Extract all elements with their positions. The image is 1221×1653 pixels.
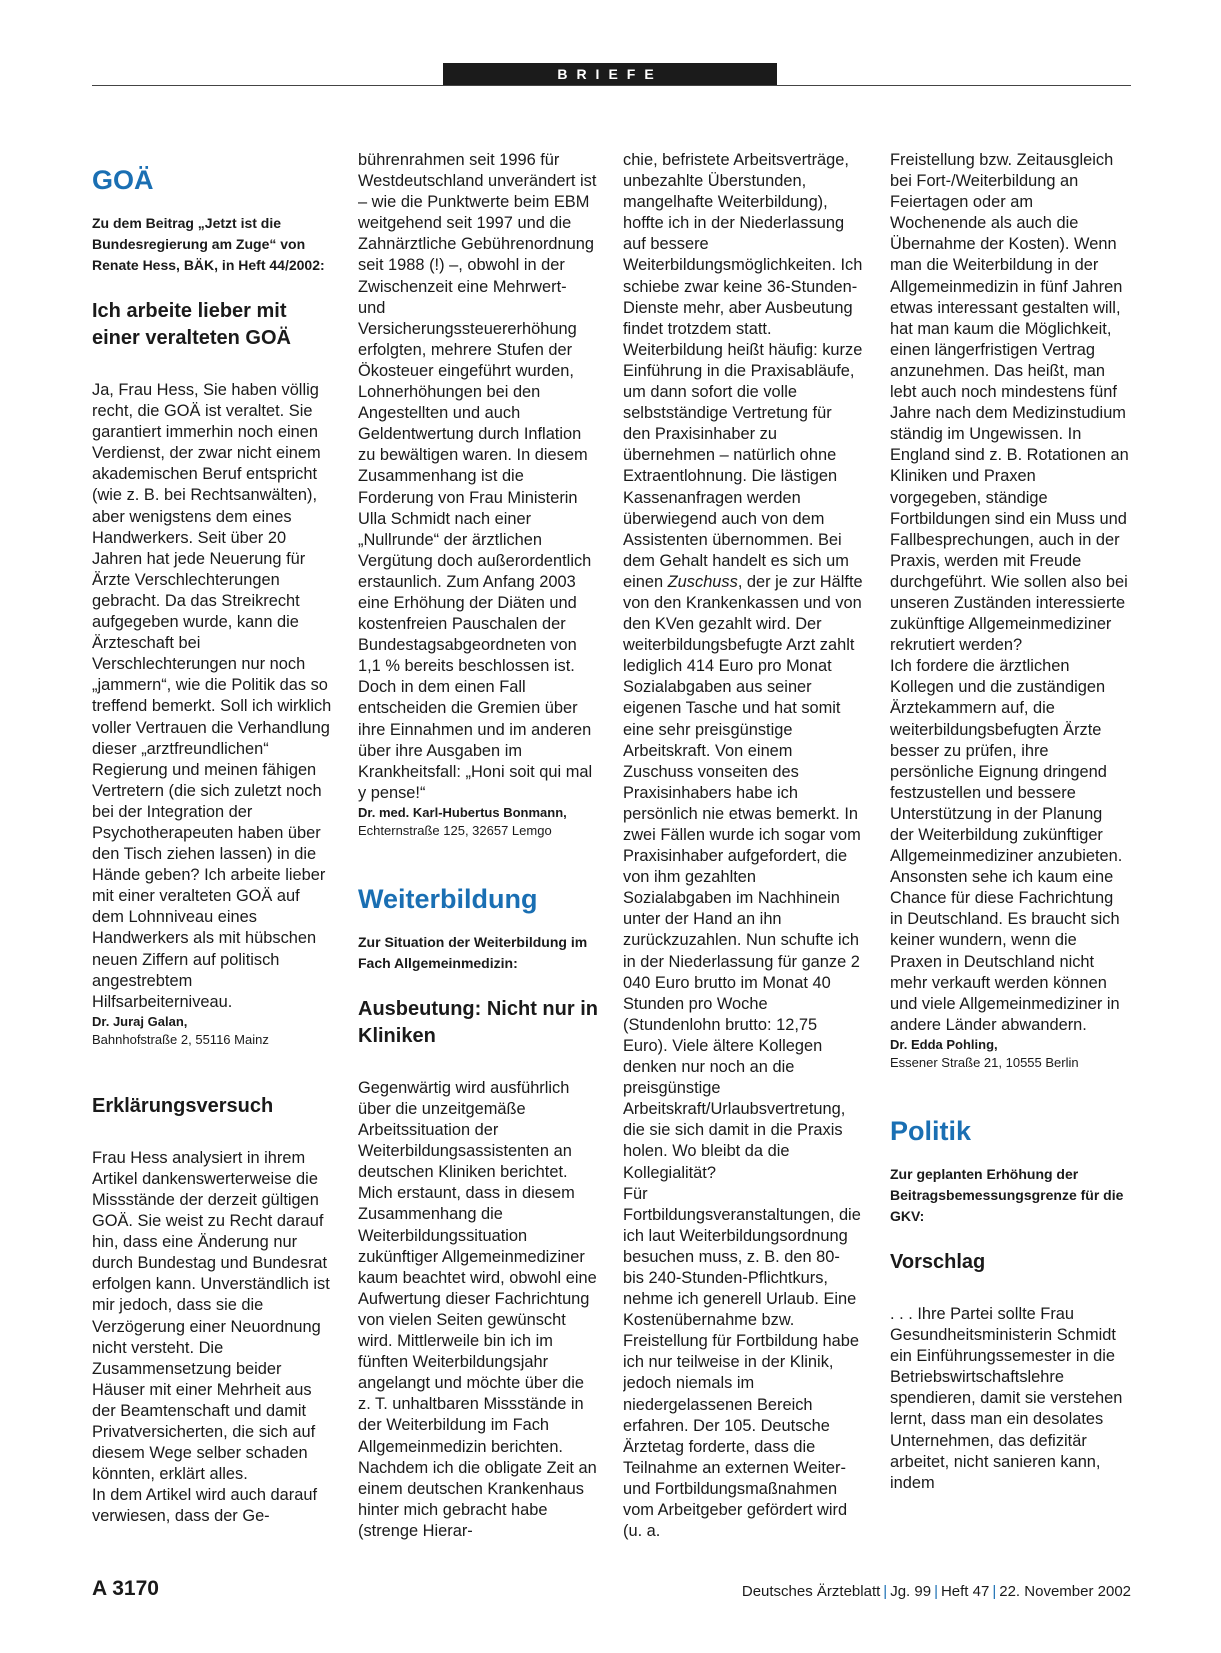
page-number: A 3170 — [92, 1577, 159, 1600]
journal-name: Deutsches Ärzteblatt — [741, 1583, 881, 1600]
section-title-politik: Politik — [890, 1115, 972, 1146]
letter-paragraph: . . . Ihre Partei sollte Frau Gesundheitsministerin Schmidt ein Einführungssemester in die Betriebswirtschaftslehre spendieren, damit sie verstehen lernt, dass man ein desolates Unternehmen, das defizitär arbeitet, nicht sanieren kann, indem — [890, 1304, 1123, 1492]
letter-body — [890, 150, 1130, 1036]
letter-body — [92, 380, 332, 1013]
letter-body — [358, 150, 598, 804]
letter-headline: Erklärungsversuch — [92, 1094, 274, 1117]
letter-author: Dr. Juraj Galan, — [92, 1013, 188, 1029]
letter-intro: Zu dem Beitrag „Jetzt ist die Bundesregierung am Zuge“ von Renate Hess, BÄK, in Heft 44/2002: — [92, 215, 325, 273]
separator: | — [883, 1583, 888, 1600]
letter-address: Bahnhofstraße 2, 55116 Mainz — [92, 1031, 269, 1047]
column-4 — [890, 150, 1130, 1560]
journal-info — [742, 1583, 1131, 1600]
text-run: , der je zur Hälfte von den Krankenkassen und von den KVen gezahlt wird. Der weiterbildungsbefugte Arzt zahlt lediglich 414 Euro pro Monat Sozialabgaben aus seiner eigenen Tasche und hat somit eine sehr preisgünstige Arbeitskraft. Von einem Zuschuss vonseiten des Praxisinhabers habe ich persönlich nie etwas bemerkt. In zwei Fällen wurde ich sogar vom Praxisinhaber aufgefordert, die von ihm gezahlten Sozialabgaben im Nachhinein unter der Hand an ihn zurückzuzahlen. Nun schufte ich in der Niederlassung für ganze 2 040 Euro brutto im Monat 40 Stunden pro Woche (Stundenlohn brutto: 12,75 Euro). Viele ältere Kollegen denken nur noch an die preisgünstige Arbeitskraft/Urlaubsvertretung, die sie sich damit in die Praxis holen. Wo bleibt da die Kollegialität? — [623, 572, 863, 1182]
letter-headline: Ausbeutung: Nicht nur in Kliniken — [358, 997, 598, 1047]
letter-paragraph: bührenrahmen seit 1996 für Westdeutschland unverändert ist – wie die Punktwerte beim EBM weitgehend seit 1997 und die Zahnärztliche Gebührenordnung seit 1988 (!) –, obwohl in der Zwischenzeit eine Mehrwert- und Versicherungssteuererhöhung erfolgten, mehrere Stufen der Ökosteuer eingeführt wurden, Lohnerhöhungen bei den Angestellten und auch Geldentwertung durch Inflation zu bewältigen waren. In diesem Zusammenhang ist die Forderung von Frau Ministerin Ulla Schmidt nach einer „Nullrunde“ der ärztlichen Vergütung doch außerordentlich erstaunlich. Zum Anfang 2003 eine Erhöhung der Diäten und kostenfreien Pauschalen der Bundestagsabgeordneten von 1,1 % bereits beschlossen ist. Doch in dem einen Fall entscheiden die Gremien über ihre Einnahmen und im anderen über ihre Ausgaben im Krankheitsfall: „Honi soit qui mal y pense!“ — [358, 151, 597, 802]
column-3 — [623, 150, 863, 1560]
letter-body — [623, 150, 863, 1542]
letter-paragraph: Frau Hess analysiert in ihrem Artikel dankenswerterweise die Missstände der derzeit gültigen GOÄ. Sie weist zu Recht darauf hin, dass eine Änderung nur durch Bundestag und Bundesrat erfolgen kann. Unverständlich ist mir jedoch, dass sie die Verzögerung einer Neuordnung nicht versteht. Die Zusammensetzung beider Häuser mit einer Mehrheit aus der Beamtenschaft und damit Privatversicherten, die sich auf diesem Wege selber schaden könnten, erklärt alles. — [92, 1148, 330, 1484]
letter-intro: Zur geplanten Erhöhung der Beitragsbemessungsgrenze für die GKV: — [890, 1165, 1124, 1224]
letter-paragraph: Ja, Frau Hess, Sie haben völlig recht, die GOÄ ist veraltet. Sie garantiert immerhin noch einen Verdienst, der zwar nicht einem akademischen Beruf entspricht (wie z. B. bei Rechtsanwälten), aber wenigstens dem eines Handwerkers. Seit über 20 Jahren hat jede Neuerung für Ärzte Verschlechterungen gebracht. Da das Streikrecht aufgegeben wurde, kann die Ärzteschaft bei Verschlechterungen nur noch „jammern“, wie die Politik das so treffend bemerkt. Soll ich wirklich voller Vertrauen die Verhandlung dieser „arztfreundlichen“ Regierung und meinen fähigen Vertretern (die sich zuletzt noch bei der Integration der Psychotherapeuten haben über den Tisch ziehen lassen) in die Hände geben? Ich arbeite lieber mit einer veralteten GOÄ auf dem Lohnniveau eines Handwerkers als mit hübschen neuen Ziffern auf politisch angestrebtem Hilfsarbeiterniveau. — [92, 381, 332, 1011]
column-1 — [92, 150, 332, 1560]
letter-author: Dr. Edda Pohling, — [890, 1036, 998, 1052]
column-2 — [358, 150, 598, 1560]
emphasis-zuschuss: Zuschuss — [667, 572, 738, 591]
header-rule — [92, 85, 1131, 86]
journal-issue: Heft 47 — [940, 1583, 990, 1600]
section-title-goae: GOÄ — [92, 165, 154, 195]
letter-paragraph: Freistellung bzw. Zeitausgleich bei Fort-/Weiterbildung an Feiertagen oder am Wochenende als auch die Übernahme der Kosten). Wenn man die Weiterbildung in der Allgemeinmedizin in fünf Jahren etwas interessant gestalten will, hat man kaum die Möglichkeit, einen längerfristigen Vertrag anzunehmen. Das heißt, man lebt auch noch mindestens fünf Jahre nach dem Medizinstudium ständig im Ungewissen. In England sind z. B. Rotationen an Kliniken und Praxen vorgegeben, ständige Fortbildungen sind ein Muss und Fallbesprechungen, auch in der Praxis, werden mit Freude durchgeführt. Wie sollen also bei unseren Zuständen interessierte zukünftige Allgemeinmediziner rekrutiert werden? — [890, 151, 1129, 655]
section-header: BRIEFE — [443, 63, 777, 85]
section-title-weiterbildung: Weiterbildung — [358, 883, 538, 914]
separator: | — [992, 1583, 997, 1600]
separator: | — [934, 1583, 938, 1600]
letter-body — [92, 1148, 332, 1528]
letter-paragraph: Für Fortbildungsveranstaltungen, die ich laut Weiterbildungsordnung besuchen muss, z. B. den 80- bis 240-Stunden-Pflichtkurs, nehme ich generell Urlaub. Eine Kostenübernahme bzw. Freistellung für Fortbildung habe ich nur teilweise in der Klinik, jedoch niemals im niedergelassenen Bereich erfahren. Der 105. Deutsche Ärztetag forderte, dass die Teilnahme an externen Weiter- und Fortbildungsmaßnahmen vom Arbeitgeber gefördert wird (u. a. — [623, 1184, 861, 1541]
letter-paragraph: Ich fordere die ärztlichen Kollegen und die zuständigen Ärztekammern auf, die weiterbildungsbefugten Ärzte besser zu prüfen, ihre persönliche Eignung dringend festzustellen und bessere Unterstützung in der Planung der Weiterbildung zukünftiger Allgemeinmediziner anzubieten. Ansonsten sehe ich kaum eine Chance für diese Fachrichtung in Deutschland. Es braucht sich keiner wundern, wenn die Praxen in Deutschland nicht mehr verkauft werden können und viele Allgemeinmediziner in andere Länder abwandern. — [890, 657, 1123, 1034]
journal-volume: Jg. 99 — [890, 1583, 932, 1600]
letter-paragraph: In dem Artikel wird auch darauf verwiesen, dass der Ge- — [92, 1486, 318, 1526]
letter-headline: Vorschlag — [890, 1250, 986, 1273]
letter-body — [358, 1078, 598, 1542]
letter-paragraph: Gegenwärtig wird ausführlich über die unzeitgemäße Arbeitssituation der Weiterbildungsassistenten an deutschen Kliniken berichtet. Mich erstaunt, dass in diesem Zusammenhang die Weiterbildungssituation zukünftiger Allgemeinmediziner kaum beachtet wird, obwohl eine Aufwertung dieser Fachrichtung von vielen Seiten gewünscht wird. Mittlerweile bin ich im fünften Weiterbildungsjahr angelangt und möchte über die z. T. unhaltbaren Missstände in der Weiterbildung im Fach Allgemeinmedizin berichten. Nachdem ich die obligate Zeit an einem deutschen Krankenhaus hinter mich gebracht habe (strenge Hierar- — [358, 1078, 597, 1540]
letter-paragraph — [623, 150, 863, 1184]
letter-body — [890, 1304, 1130, 1494]
letter-address: Echternstraße 125, 32657 Lemgo — [358, 822, 552, 838]
letter-author: Dr. med. Karl-Hubertus Bonmann, — [358, 804, 567, 820]
letter-intro: Zur Situation der Weiterbildung im Fach Allgemeinmedizin: — [358, 933, 588, 971]
journal-date: 22. November 2002 — [999, 1583, 1131, 1600]
letter-headline: Ich arbeite lieber mit einer veralteten GOÄ — [92, 300, 291, 349]
letter-address: Essener Straße 21, 10555 Berlin — [890, 1054, 1079, 1070]
text-run: chie, befristete Arbeitsverträge, unbezahlte Überstunden, mangelhafte Weiterbildung), hoffte ich in der Niederlassung auf bessere Weiterbildungsmöglichkeiten. Ich schiebe zwar keine 36-Stunden-Dienste mehr, aber Ausbeutung findet trotzdem statt. Weiterbildung heißt häufig: kurze Einführung in die Praxisabläufe, um dann sofort die volle selbstständige Vertretung für den Praxisinhaber zu übernehmen – natürlich ohne Extraentlohnung. Die lästigen Kassenanfragen werden überwiegend auch von dem Assistenten übernommen. Bei dem Gehalt handelt es sich um einen — [623, 151, 863, 591]
